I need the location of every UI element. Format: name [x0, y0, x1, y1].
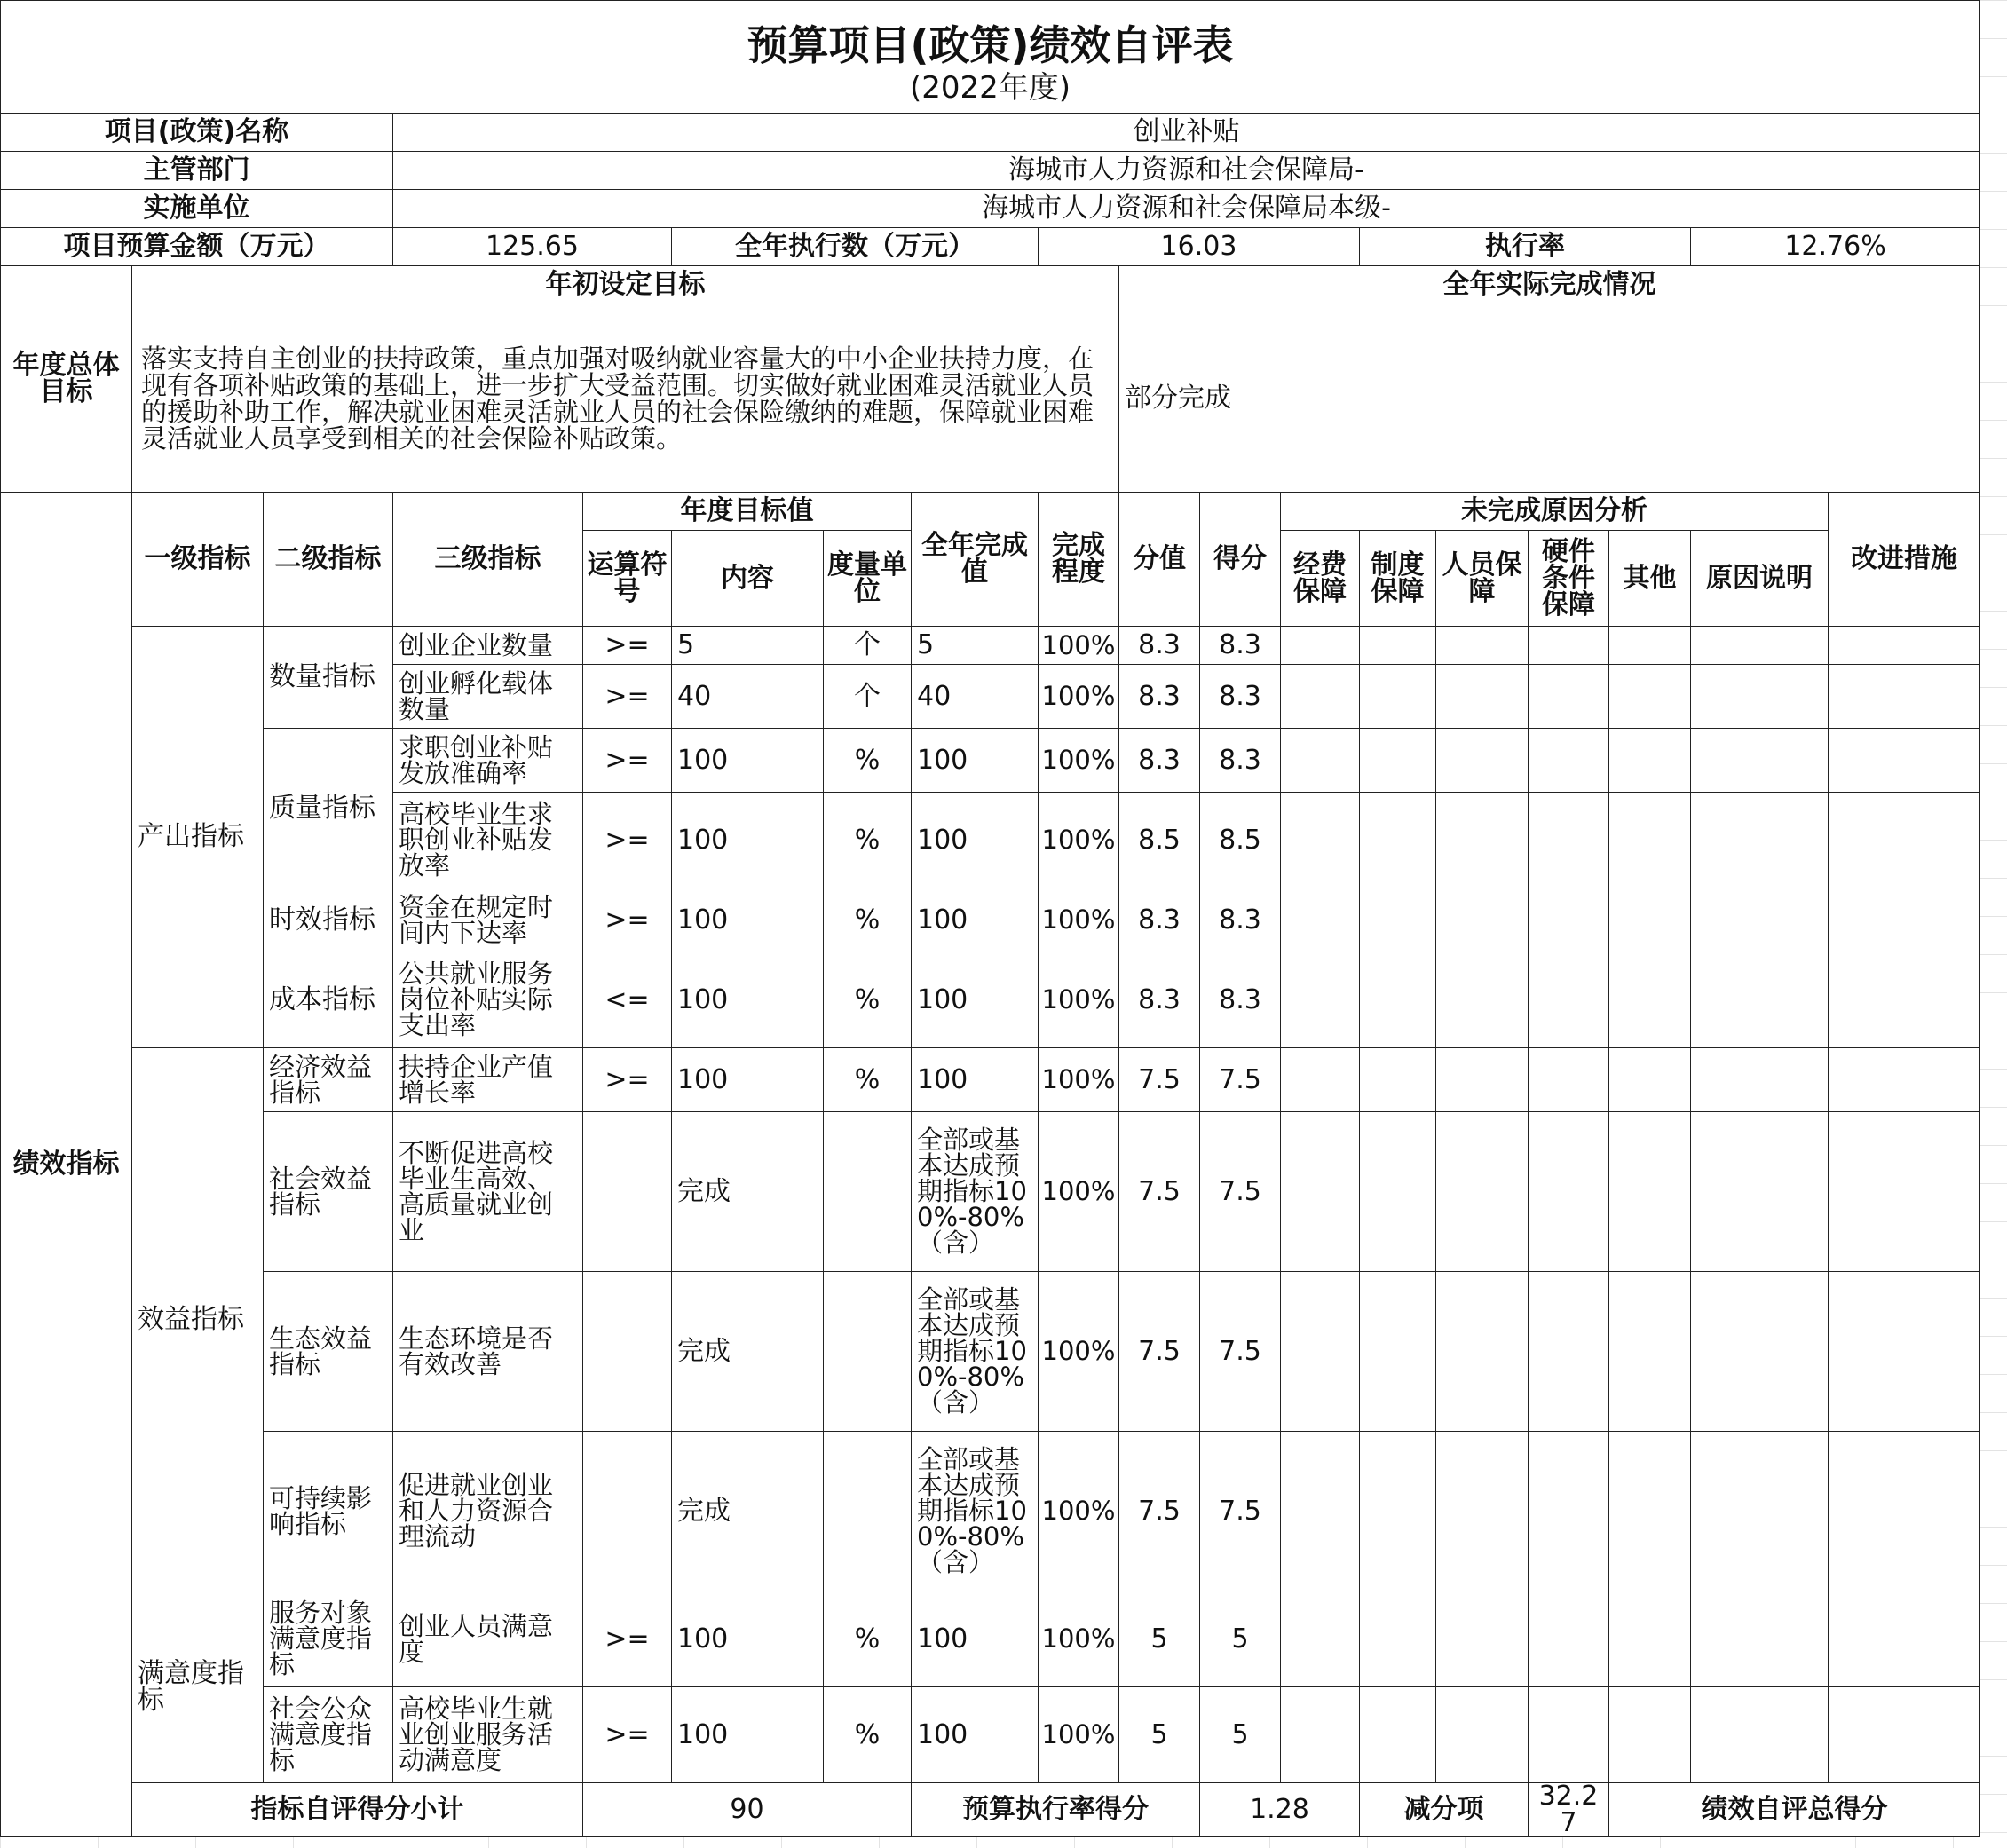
header-explain: 原因说明: [1691, 531, 1829, 627]
indicator-actual[interactable]: 100: [912, 729, 1039, 793]
indicator-value[interactable]: 8.3: [1119, 888, 1200, 952]
indicator-name: 促进就业创业和人力资源合理流动: [393, 1432, 583, 1591]
indicator-value[interactable]: 8.3: [1119, 665, 1200, 729]
reason-cell[interactable]: [1529, 1048, 1609, 1112]
reason-cell[interactable]: [1609, 665, 1691, 729]
indicator-name: 高校毕业生就业创业服务活动满意度: [393, 1687, 583, 1783]
indicator-content[interactable]: 100: [672, 1687, 824, 1783]
header-funding: 经费保障: [1281, 531, 1360, 627]
reason-cell[interactable]: [1609, 1048, 1691, 1112]
page-subtitle: (2022年度): [909, 70, 1071, 106]
indicator-content[interactable]: 100: [672, 1048, 824, 1112]
indicator-operator[interactable]: <=: [583, 952, 672, 1048]
reason-cell[interactable]: [1281, 1687, 1360, 1783]
improve-cell[interactable]: [1829, 729, 1980, 793]
reason-cell[interactable]: [1529, 1687, 1609, 1783]
reason-cell[interactable]: [1281, 1432, 1360, 1591]
indicator-content[interactable]: 完成: [672, 1112, 824, 1272]
indicator-score[interactable]: 5: [1200, 1591, 1281, 1687]
indicator-unit[interactable]: %: [824, 1591, 912, 1687]
indicator-value[interactable]: 8.3: [1119, 627, 1200, 665]
reason-cell[interactable]: [1436, 665, 1529, 729]
level2-public-satisfaction: 社会公众满意度指标: [264, 1687, 393, 1783]
indicator-value[interactable]: 8.3: [1119, 729, 1200, 793]
indicator-unit[interactable]: [824, 1432, 912, 1591]
indicator-score[interactable]: 8.3: [1200, 627, 1281, 665]
indicator-degree[interactable]: 100%: [1039, 1272, 1119, 1432]
reason-cell[interactable]: [1529, 952, 1609, 1048]
reason-cell[interactable]: [1436, 1591, 1529, 1687]
reason-cell[interactable]: [1360, 1687, 1436, 1783]
table-title-cell: [1, 1, 1980, 114]
indicator-content[interactable]: 完成: [672, 1272, 824, 1432]
indicator-name: 求职创业补贴发放准确率: [393, 729, 583, 793]
reason-cell[interactable]: [1360, 1112, 1436, 1272]
level2-quality: 质量指标: [264, 729, 393, 888]
reason-cell[interactable]: [1436, 729, 1529, 793]
reason-cell[interactable]: [1281, 1112, 1360, 1272]
indicator-name: 不断促进高校毕业生高效、高质量就业创业: [393, 1112, 583, 1272]
indicator-name: 高校毕业生求职创业补贴发放率: [393, 793, 583, 888]
indicator-content[interactable]: 100: [672, 1591, 824, 1687]
reason-cell[interactable]: [1529, 665, 1609, 729]
reason-cell[interactable]: [1529, 1112, 1609, 1272]
level2-cost: 成本指标: [264, 952, 393, 1048]
reason-cell[interactable]: [1281, 1048, 1360, 1112]
reason-cell[interactable]: [1436, 627, 1529, 665]
subtotal-label: 指标自评得分小计: [132, 1783, 583, 1837]
indicator-unit[interactable]: 个: [824, 665, 912, 729]
indicator-score[interactable]: 8.3: [1200, 665, 1281, 729]
reason-cell[interactable]: [1691, 1272, 1829, 1432]
reason-cell[interactable]: [1529, 729, 1609, 793]
reason-cell[interactable]: [1281, 729, 1360, 793]
page-title: 预算项目(政策)绩效自评表: [747, 21, 1234, 69]
reason-cell[interactable]: [1609, 1272, 1691, 1432]
goals-set-text[interactable]: 落实支持自主创业的扶持政策，重点加强对吸纳就业容量大的中小企业扶持力度，在现有各项补贴政策的基础上，进一步扩大受益范围。切实做好就业困难灵活就业人员的援助补助工作，解决就业困难灵活就业人员的社会保险缴纳的难题，保障就业困难灵活就业人员享受到相关的社会保险补贴政策。: [132, 304, 1119, 493]
indicator-unit[interactable]: 个: [824, 627, 912, 665]
header-score: 得分: [1200, 493, 1281, 627]
indicator-degree[interactable]: 100%: [1039, 793, 1119, 888]
indicator-score[interactable]: 8.3: [1200, 888, 1281, 952]
indicator-operator[interactable]: [583, 1112, 672, 1272]
header-improve: 改进措施: [1829, 493, 1980, 627]
perf-row-label: 绩效指标: [1, 493, 132, 1837]
reason-cell[interactable]: [1360, 1048, 1436, 1112]
indicator-actual[interactable]: 100: [912, 1048, 1039, 1112]
indicator-operator[interactable]: >=: [583, 793, 672, 888]
budget-rate-score-value[interactable]: 1.28: [1200, 1783, 1360, 1837]
indicator-operator[interactable]: >=: [583, 729, 672, 793]
indicator-operator[interactable]: >=: [583, 665, 672, 729]
header-level2: 二级指标: [264, 493, 393, 627]
header-target-group: 年度目标值: [583, 493, 912, 531]
indicator-unit[interactable]: [824, 1112, 912, 1272]
indicator-actual[interactable]: 100: [912, 1591, 1039, 1687]
exec-value[interactable]: 16.03: [1039, 228, 1360, 266]
indicator-unit[interactable]: %: [824, 793, 912, 888]
reason-cell[interactable]: [1691, 1048, 1829, 1112]
dept-value[interactable]: 海城市人力资源和社会保障局-: [393, 152, 1980, 190]
indicator-degree[interactable]: 100%: [1039, 1591, 1119, 1687]
indicator-value[interactable]: 7.5: [1119, 1112, 1200, 1272]
indicator-degree[interactable]: 100%: [1039, 1048, 1119, 1112]
reason-cell[interactable]: [1281, 793, 1360, 888]
level2-economic: 经济效益指标: [264, 1048, 393, 1112]
indicator-name: 创业企业数量: [393, 627, 583, 665]
header-reason-group: 未完成原因分析: [1281, 493, 1829, 531]
reason-cell[interactable]: [1436, 888, 1529, 952]
indicator-name: 创业孵化载体数量: [393, 665, 583, 729]
indicator-actual[interactable]: 40: [912, 665, 1039, 729]
indicator-name: 公共就业服务岗位补贴实际支出率: [393, 952, 583, 1048]
improve-cell[interactable]: [1829, 1048, 1980, 1112]
indicator-actual[interactable]: 100: [912, 952, 1039, 1048]
reason-cell[interactable]: [1360, 1591, 1436, 1687]
reason-cell[interactable]: [1609, 627, 1691, 665]
reason-cell[interactable]: [1360, 952, 1436, 1048]
reason-cell[interactable]: [1609, 729, 1691, 793]
header-other: 其他: [1609, 531, 1691, 627]
reason-cell[interactable]: [1281, 888, 1360, 952]
indicator-actual[interactable]: 100: [912, 1687, 1039, 1783]
reason-cell[interactable]: [1436, 1687, 1529, 1783]
reason-cell[interactable]: [1360, 888, 1436, 952]
indicator-degree[interactable]: 100%: [1039, 665, 1119, 729]
indicator-actual[interactable]: 全部或基本达成预期指标100%-80%（含）: [912, 1112, 1039, 1272]
header-score-value: 分值: [1119, 493, 1200, 627]
goals-actual-header: 全年实际完成情况: [1119, 266, 1980, 304]
indicator-score[interactable]: 8.3: [1200, 952, 1281, 1048]
reason-cell[interactable]: [1436, 1272, 1529, 1432]
improve-cell[interactable]: [1829, 1432, 1980, 1591]
improve-cell[interactable]: [1829, 952, 1980, 1048]
reason-cell[interactable]: [1691, 793, 1829, 888]
header-hardware: 硬件条件保障: [1529, 531, 1609, 627]
reason-cell[interactable]: [1281, 952, 1360, 1048]
level2-service-satisfaction: 服务对象满意度指标: [264, 1591, 393, 1687]
indicator-score[interactable]: 8.5: [1200, 793, 1281, 888]
indicator-score[interactable]: 5: [1200, 1687, 1281, 1783]
header-content: 内容: [672, 531, 824, 627]
improve-cell[interactable]: [1829, 627, 1980, 665]
indicator-actual[interactable]: 全部或基本达成预期指标100%-80%（含）: [912, 1272, 1039, 1432]
indicator-degree[interactable]: 100%: [1039, 1432, 1119, 1591]
improve-cell[interactable]: [1829, 1112, 1980, 1272]
indicator-actual[interactable]: 5: [912, 627, 1039, 665]
improve-cell[interactable]: [1829, 1272, 1980, 1432]
improve-cell[interactable]: [1829, 1687, 1980, 1783]
reason-cell[interactable]: [1529, 1272, 1609, 1432]
reason-cell[interactable]: [1691, 1687, 1829, 1783]
budget-rate-score-label: 预算执行率得分: [912, 1783, 1200, 1837]
indicator-value[interactable]: 8.3: [1119, 952, 1200, 1048]
level1-satisfaction: 满意度指标: [132, 1591, 264, 1783]
reason-cell[interactable]: [1691, 627, 1829, 665]
header-actual: 全年完成值: [912, 493, 1039, 627]
indicator-degree[interactable]: 100%: [1039, 1687, 1119, 1783]
header-degree: 完成程度: [1039, 493, 1119, 627]
reason-cell[interactable]: [1360, 1272, 1436, 1432]
indicator-operator[interactable]: >=: [583, 1591, 672, 1687]
indicator-degree[interactable]: 100%: [1039, 729, 1119, 793]
impl-label: 实施单位: [1, 190, 393, 228]
indicator-value[interactable]: 5: [1119, 1591, 1200, 1687]
reason-cell[interactable]: [1360, 665, 1436, 729]
improve-cell[interactable]: [1829, 1591, 1980, 1687]
reason-cell[interactable]: [1281, 627, 1360, 665]
indicator-content[interactable]: 完成: [672, 1432, 824, 1591]
reason-cell[interactable]: [1529, 888, 1609, 952]
indicator-value[interactable]: 5: [1119, 1687, 1200, 1783]
header-operator: 运算符号: [583, 531, 672, 627]
reason-cell[interactable]: [1609, 1432, 1691, 1591]
level2-social: 社会效益指标: [264, 1112, 393, 1272]
reason-cell[interactable]: [1360, 729, 1436, 793]
impl-value[interactable]: 海城市人力资源和社会保障局本级-: [393, 190, 1980, 228]
indicator-value[interactable]: 7.5: [1119, 1272, 1200, 1432]
indicator-unit[interactable]: [824, 1272, 912, 1432]
header-level1: 一级指标: [132, 493, 264, 627]
indicator-actual[interactable]: 全部或基本达成预期指标100%-80%（含）: [912, 1432, 1039, 1591]
indicator-name: 扶持企业产值增长率: [393, 1048, 583, 1112]
indicator-operator[interactable]: [583, 1432, 672, 1591]
reason-cell[interactable]: [1529, 793, 1609, 888]
indicator-value[interactable]: 8.5: [1119, 793, 1200, 888]
indicator-operator[interactable]: >=: [583, 888, 672, 952]
indicator-actual[interactable]: 100: [912, 888, 1039, 952]
level1-benefit: 效益指标: [132, 1048, 264, 1591]
deduct-value[interactable]: 32.27: [1529, 1783, 1609, 1837]
indicator-operator[interactable]: >=: [583, 1048, 672, 1112]
indicator-content[interactable]: 100: [672, 888, 824, 952]
indicator-name: 资金在规定时间内下达率: [393, 888, 583, 952]
indicator-value[interactable]: 7.5: [1119, 1432, 1200, 1591]
indicator-name: 创业人员满意度: [393, 1591, 583, 1687]
level2-timeliness: 时效指标: [264, 888, 393, 952]
indicator-degree[interactable]: 100%: [1039, 952, 1119, 1048]
exec-label: 全年执行数（万元）: [672, 228, 1039, 266]
reason-cell[interactable]: [1691, 1112, 1829, 1272]
goals-set-header: 年初设定目标: [132, 266, 1119, 304]
reason-cell[interactable]: [1436, 793, 1529, 888]
reason-cell[interactable]: [1529, 1591, 1609, 1687]
indicator-content[interactable]: 40: [672, 665, 824, 729]
indicator-name: 生态环境是否有效改善: [393, 1272, 583, 1432]
header-level3: 三级指标: [393, 493, 583, 627]
reason-cell[interactable]: [1436, 1048, 1529, 1112]
level1-output: 产出指标: [132, 627, 264, 1048]
indicator-degree[interactable]: 100%: [1039, 888, 1119, 952]
indicator-score[interactable]: 7.5: [1200, 1432, 1281, 1591]
reason-cell[interactable]: [1691, 888, 1829, 952]
indicator-operator[interactable]: >=: [583, 1687, 672, 1783]
indicator-score[interactable]: 7.5: [1200, 1048, 1281, 1112]
reason-cell[interactable]: [1281, 665, 1360, 729]
indicator-actual[interactable]: 100: [912, 793, 1039, 888]
indicator-unit[interactable]: %: [824, 1687, 912, 1783]
indicator-unit[interactable]: %: [824, 888, 912, 952]
reason-cell[interactable]: [1609, 1112, 1691, 1272]
indicator-score[interactable]: 8.3: [1200, 729, 1281, 793]
improve-cell[interactable]: [1829, 793, 1980, 888]
reason-cell[interactable]: [1609, 793, 1691, 888]
reason-cell[interactable]: [1436, 952, 1529, 1048]
level2-quantity: 数量指标: [264, 627, 393, 729]
level2-sustainable: 可持续影响指标: [264, 1432, 393, 1591]
project-name-label: 项目(政策)名称: [1, 114, 393, 152]
improve-cell[interactable]: [1829, 888, 1980, 952]
goals-actual-text[interactable]: 部分完成: [1119, 304, 1980, 493]
reason-cell[interactable]: [1529, 627, 1609, 665]
reason-cell[interactable]: [1609, 888, 1691, 952]
indicator-operator[interactable]: [583, 1272, 672, 1432]
indicator-content[interactable]: 100: [672, 952, 824, 1048]
header-unit: 度量单位: [824, 531, 912, 627]
reason-cell[interactable]: [1360, 1432, 1436, 1591]
reason-cell[interactable]: [1609, 952, 1691, 1048]
reason-cell[interactable]: [1691, 1432, 1829, 1591]
rate-label: 执行率: [1360, 228, 1691, 266]
goals-row-label: 年度总体目标: [1, 266, 132, 493]
deduct-label: 减分项: [1360, 1783, 1529, 1837]
indicator-content[interactable]: 5: [672, 627, 824, 665]
indicator-degree[interactable]: 100%: [1039, 627, 1119, 665]
reason-cell[interactable]: [1436, 1112, 1529, 1272]
budget-value[interactable]: 125.65: [393, 228, 672, 266]
dept-label: 主管部门: [1, 152, 393, 190]
reason-cell[interactable]: [1529, 1432, 1609, 1591]
budget-label: 项目预算金额（万元）: [1, 228, 393, 266]
rate-value[interactable]: 12.76%: [1691, 228, 1980, 266]
header-system: 制度保障: [1360, 531, 1436, 627]
indicator-unit[interactable]: %: [824, 729, 912, 793]
indicator-content[interactable]: 100: [672, 729, 824, 793]
project-name-value[interactable]: 创业补贴: [393, 114, 1980, 152]
total-score-label: 绩效自评总得分: [1609, 1783, 1980, 1837]
reason-cell[interactable]: [1360, 793, 1436, 888]
reason-cell[interactable]: [1436, 1432, 1529, 1591]
reason-cell[interactable]: [1281, 1272, 1360, 1432]
indicator-degree[interactable]: 100%: [1039, 1112, 1119, 1272]
reason-cell[interactable]: [1360, 627, 1436, 665]
indicator-operator[interactable]: >=: [583, 627, 672, 665]
reason-cell[interactable]: [1691, 952, 1829, 1048]
indicator-unit[interactable]: %: [824, 1048, 912, 1112]
reason-cell[interactable]: [1609, 1591, 1691, 1687]
reason-cell[interactable]: [1691, 665, 1829, 729]
indicator-score[interactable]: 7.5: [1200, 1272, 1281, 1432]
indicator-unit[interactable]: %: [824, 952, 912, 1048]
reason-cell[interactable]: [1609, 1687, 1691, 1783]
improve-cell[interactable]: [1829, 665, 1980, 729]
indicator-value[interactable]: 7.5: [1119, 1048, 1200, 1112]
level2-ecological: 生态效益指标: [264, 1272, 393, 1432]
reason-cell[interactable]: [1691, 1591, 1829, 1687]
indicator-score[interactable]: 7.5: [1200, 1112, 1281, 1272]
reason-cell[interactable]: [1691, 729, 1829, 793]
subtotal-value[interactable]: 90: [583, 1783, 912, 1837]
reason-cell[interactable]: [1281, 1591, 1360, 1687]
header-staff: 人员保障: [1436, 531, 1529, 627]
indicator-content[interactable]: 100: [672, 793, 824, 888]
